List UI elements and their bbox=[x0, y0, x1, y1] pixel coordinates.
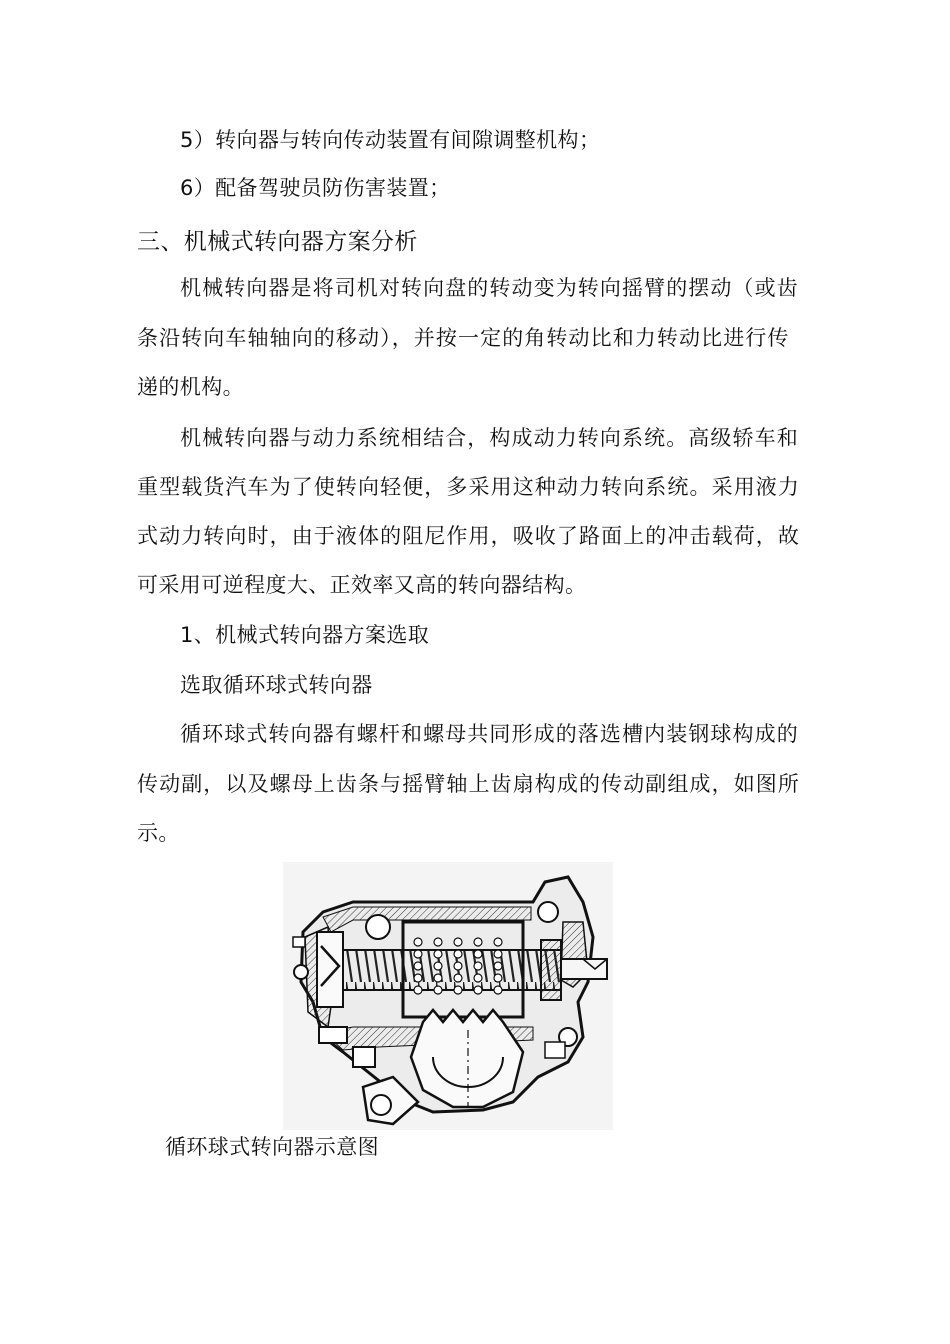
paragraph-line: 示。 bbox=[137, 821, 180, 845]
figure-caption: 循环球式转向器示意图 bbox=[165, 1135, 379, 1159]
paragraph-line: 传动副，以及螺母上齿条与摇臂轴上齿扇构成的传动副组成，如图所 bbox=[137, 772, 800, 796]
steering-gear-diagram bbox=[283, 862, 613, 1130]
paragraph-line: 循环球式转向器有螺杆和螺母共同形成的落选槽内装钢球构成的 bbox=[180, 722, 799, 746]
subsection-heading: 1、机械式转向器方案选取 bbox=[180, 623, 430, 647]
list-item-6: 6）配备驾驶员防伤害装置； bbox=[180, 176, 451, 200]
paragraph-line: 重型载货汽车为了使转向轻便，多采用这种动力转向系统。采用液力 bbox=[137, 475, 800, 499]
list-item-5: 5）转向器与转向传动装置有间隙调整机构； bbox=[180, 128, 601, 152]
paragraph-line: 式动力转向时，由于液体的阻尼作用，吸收了路面上的冲击载荷，故 bbox=[137, 524, 800, 548]
paragraph-line: 机械转向器与动力系统相结合，构成动力转向系统。高级轿车和 bbox=[180, 426, 799, 450]
paragraph-line: 条沿转向车轴轴向的移动），并按一定的角转动比和力转动比进行传 bbox=[137, 326, 790, 350]
paragraph-line: 可采用可逆程度大、正效率又高的转向器结构。 bbox=[137, 573, 587, 597]
selection-line: 选取循环球式转向器 bbox=[180, 673, 373, 697]
section-heading: 三、机械式转向器方案分析 bbox=[137, 229, 418, 255]
paragraph-line: 机械转向器是将司机对转向盘的转动变为转向摇臂的摆动（或齿 bbox=[180, 276, 799, 300]
paragraph-line: 递的机构。 bbox=[137, 375, 244, 399]
